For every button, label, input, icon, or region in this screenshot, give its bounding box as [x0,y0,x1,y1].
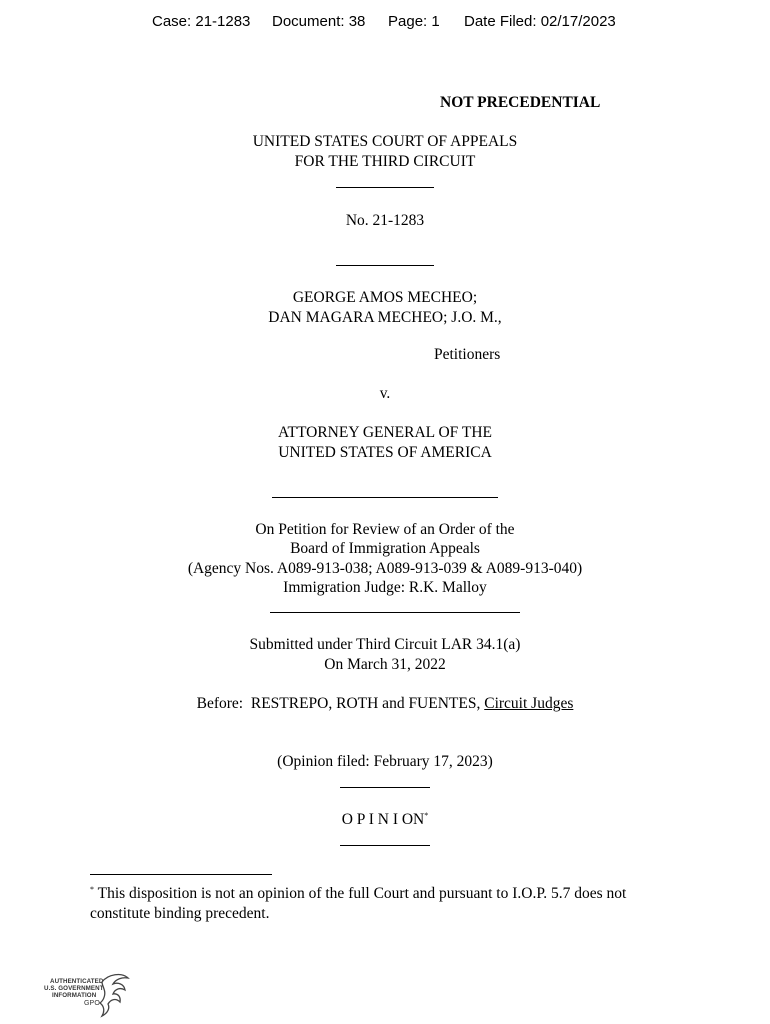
opinion-heading [0,811,770,829]
divider [340,787,430,788]
panel-before: Before: RESTREPO, ROTH and FUENTES, [196,695,485,712]
footnote-line1 [90,885,626,903]
footnote-line2: constitute binding precedent. [90,905,270,922]
seal-line1: AUTHENTICATED [50,978,104,985]
seal-line2: U.S. GOVERNMENT [44,985,104,992]
divider [272,497,498,498]
header-document: Document: 38 [272,13,366,30]
versus: v. [379,385,391,402]
header-case: Case: 21-1283 [152,13,251,30]
header-date-filed: Date Filed: 02/17/2023 [464,13,616,30]
footnote-ref: * [424,810,429,820]
petitioner-line2: DAN MAGARA MECHEO; J.O. M., [268,309,502,326]
eagle-icon [98,972,132,1018]
submission-line2: On March 31, 2022 [324,656,446,673]
opinion-filed-date: (Opinion filed: February 17, 2023) [277,753,493,770]
petition-line1: On Petition for Review of an Order of the [255,521,515,538]
divider [336,187,434,188]
gpo-authentication-seal [40,972,132,1020]
agency-numbers: (Agency Nos. A089-913-038; A089-913-039 & A089-913-040) [187,560,583,577]
divider [340,845,430,846]
precedential-status: NOT PRECEDENTIAL [440,94,601,111]
court-name-line2: FOR THE THIRD CIRCUIT [294,153,476,170]
opinion-heading-text: O P I N I ON [341,811,425,828]
petitioners-role: Petitioners [434,346,501,363]
seal-line4: GPO [84,1000,100,1007]
submission-line1: Submitted under Third Circuit LAR 34.1(a) [249,636,521,653]
case-number: No. 21-1283 [345,212,425,229]
immigration-judge: Immigration Judge: R.K. Malloy [283,579,487,596]
footnote-separator [90,874,272,875]
petition-line2: Board of Immigration Appeals [290,540,480,557]
petitioner-line1: GEORGE AMOS MECHEO; [292,289,478,306]
header-page: Page: 1 [388,13,440,30]
footnote-text: This disposition is not an opinion of the full Court and pursuant to I.O.P. 5.7 does not [97,885,627,902]
respondent-line1: ATTORNEY GENERAL OF THE [278,424,492,441]
seal-line3: INFORMATION [52,992,97,999]
divider [336,265,434,266]
panel-judges [0,695,770,713]
footnote-marker: * [90,884,94,894]
court-name-line1: UNITED STATES COURT OF APPEALS [252,133,518,150]
respondent-line2: UNITED STATES OF AMERICA [278,444,492,461]
divider [270,612,520,613]
panel-title: Circuit Judges [484,695,574,712]
